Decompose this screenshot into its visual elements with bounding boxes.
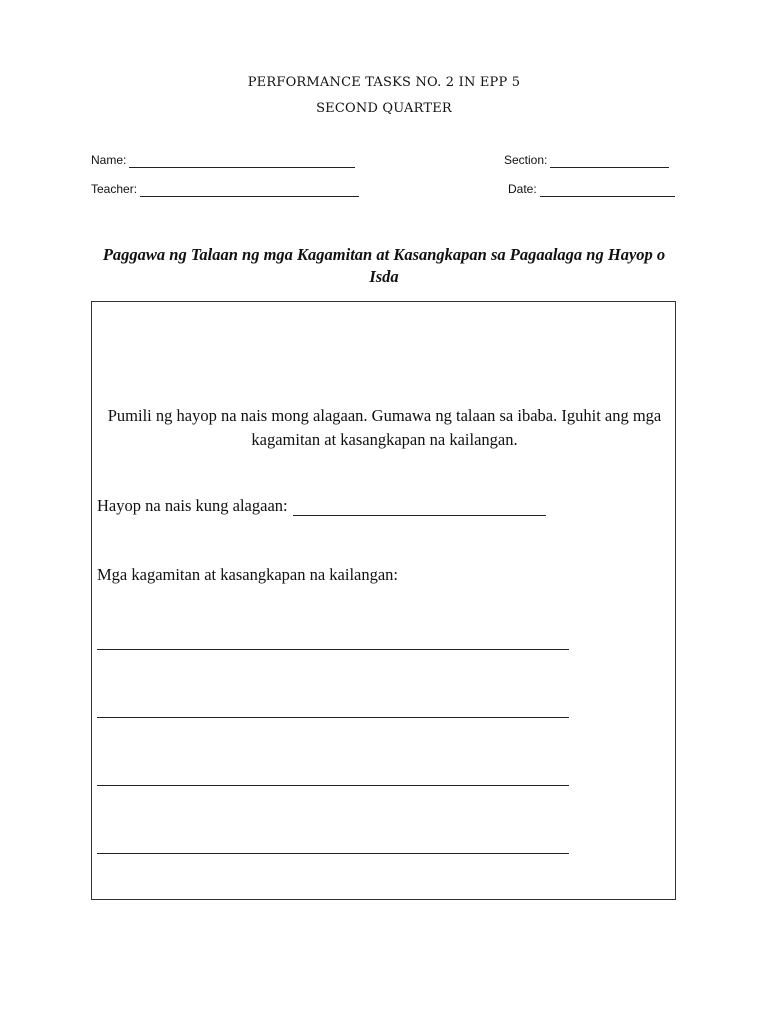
name-blank-line[interactable] — [129, 155, 355, 168]
task-box — [91, 301, 676, 900]
task-title: Paggawa ng Talaan ng mga Kagamitan at Kasangkapan sa Pagaalaga ng Hayop o Isda — [102, 245, 666, 286]
answer-line[interactable] — [97, 649, 569, 650]
worksheet-title: PERFORMANCE TASKS NO. 2 IN EPP 5 — [247, 75, 521, 90]
task-instructions: Pumili ng hayop na nais mong alagaan. Gumawa ng talaan sa ibaba. Iguhit ang mga kagamitan at kasangkapan na kailangan. — [107, 406, 662, 449]
name-field — [91, 152, 355, 168]
date-field — [508, 181, 675, 197]
section-field — [504, 152, 669, 168]
answer-line[interactable] — [97, 785, 569, 786]
tools-label: Mga kagamitan at kasangkapan na kailangan: — [97, 565, 399, 584]
date-label: Date: — [508, 182, 537, 196]
pet-blank-line[interactable] — [293, 499, 546, 516]
date-blank-line[interactable] — [540, 184, 675, 197]
answer-line[interactable] — [97, 853, 569, 854]
teacher-label: Teacher: — [91, 182, 138, 196]
name-label: Name: — [91, 153, 127, 167]
section-label: Section: — [504, 153, 548, 167]
section-blank-line[interactable] — [550, 155, 669, 168]
pet-label: Hayop na nais kung alagaan: — [97, 496, 288, 515]
teacher-field — [91, 181, 359, 197]
quarter-title: SECOND QUARTER — [316, 101, 452, 116]
answer-line[interactable] — [97, 717, 569, 718]
teacher-blank-line[interactable] — [140, 184, 359, 197]
pet-field — [97, 496, 546, 516]
